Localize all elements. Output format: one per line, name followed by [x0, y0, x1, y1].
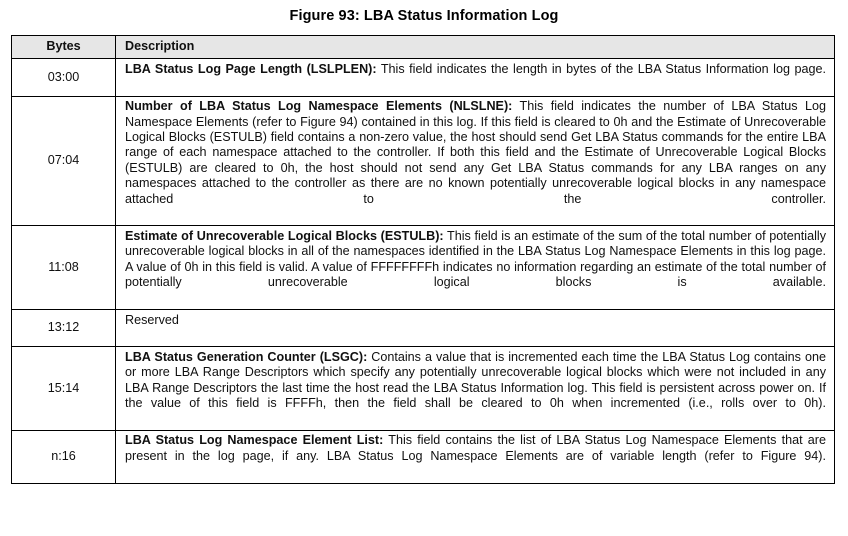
figure-table-container: [11, 25, 834, 484]
figure-title: Figure 93: LBA Status Information Log: [289, 8, 559, 24]
lba-status-information-log-table: [11, 35, 835, 484]
table-row: [12, 310, 835, 347]
cell-bytes: 13:12: [12, 310, 116, 347]
cell-bytes: n:16: [12, 430, 116, 483]
column-header-bytes: Bytes: [12, 36, 116, 59]
cell-description: [116, 430, 835, 483]
table-row: [12, 347, 835, 431]
cell-bytes: 03:00: [12, 59, 116, 96]
cell-bytes: 15:14: [12, 347, 116, 431]
field-name: LBA Status Log Page Length (LSLPLEN):: [125, 61, 377, 76]
description-text: LBA Status Generation Counter (LSGC): Contains a value that is incremented each time the LBA Status Log contains one or more LBA Range Descriptors which specify any potentially unrecoverable logical blocks which were not included in any LBA Range Descriptors the last time the host read the LBA Status Information log. This field is persistent across power on. If the value of this field is FFFFh, then the field shall be cleared to 0h when incremented (i.e., rolls over to 0h).: [125, 349, 826, 411]
cell-description: [116, 310, 835, 347]
table-row: [12, 96, 835, 226]
table-row: [12, 430, 835, 483]
description-text: LBA Status Log Page Length (LSLPLEN): This field indicates the length in bytes of the LBA Status Information log page.: [125, 61, 826, 76]
table-body: [12, 59, 835, 483]
cell-description: [116, 347, 835, 431]
cell-bytes: 11:08: [12, 226, 116, 310]
description-text: Reserved: [125, 312, 179, 327]
field-name: Estimate of Unrecoverable Logical Blocks (ESTULB):: [125, 228, 444, 243]
description-text: Number of LBA Status Log Namespace Elements (NLSLNE): This field indicates the number of LBA Status Log Namespace Elements (refer to Figure 94) contained in this log. If this field is cleared to 0h and the Estimate of Unrecoverable Logical Blocks (ESTULB) field contains a non-zero value, the host should send Get LBA Status commands for the entire LBA range of each namespace attached to the controller. If both this field and the Estimate of Unrecoverable Logical Blocks (ESTULB) are cleared to 0h, the host should not send any Get LBA Status commands for any LBA ranges on any namespaces attached to the controller as there are no known potentially unrecoverable logical blocks in any namespace attached to the controller.: [125, 99, 827, 206]
table-row: [12, 59, 835, 96]
cell-bytes: 07:04: [12, 96, 116, 226]
table-row: [12, 226, 835, 310]
field-name: LBA Status Generation Counter (LSGC):: [125, 349, 368, 364]
description-text: Estimate of Unrecoverable Logical Blocks (ESTULB): This field is an estimate of the sum of the total number of potentially unrecoverable logical blocks in all of the namespaces identified in the LBA Status Log Namespace Elements in this log page. A value of 0h in this field is valid. A value of FFFFFFFFh indicates no information regarding an estimate of the total number of potentially unrecoverable logical blocks is available.: [125, 228, 826, 290]
table-header-row: [12, 36, 835, 59]
description-text: LBA Status Log Namespace Element List: This field contains the list of LBA Status Log Namespace Elements that are present in the log page, if any. LBA Status Log Namespace Elements are of variable length (refer to Figure 94).: [125, 433, 826, 463]
field-name: Number of LBA Status Log Namespace Elements (NLSLNE):: [125, 99, 513, 114]
column-header-description: Description: [116, 36, 835, 59]
cell-description: [116, 226, 835, 310]
cell-description: [116, 59, 835, 96]
field-name: LBA Status Log Namespace Element List:: [125, 433, 384, 448]
cell-description: [116, 96, 835, 226]
